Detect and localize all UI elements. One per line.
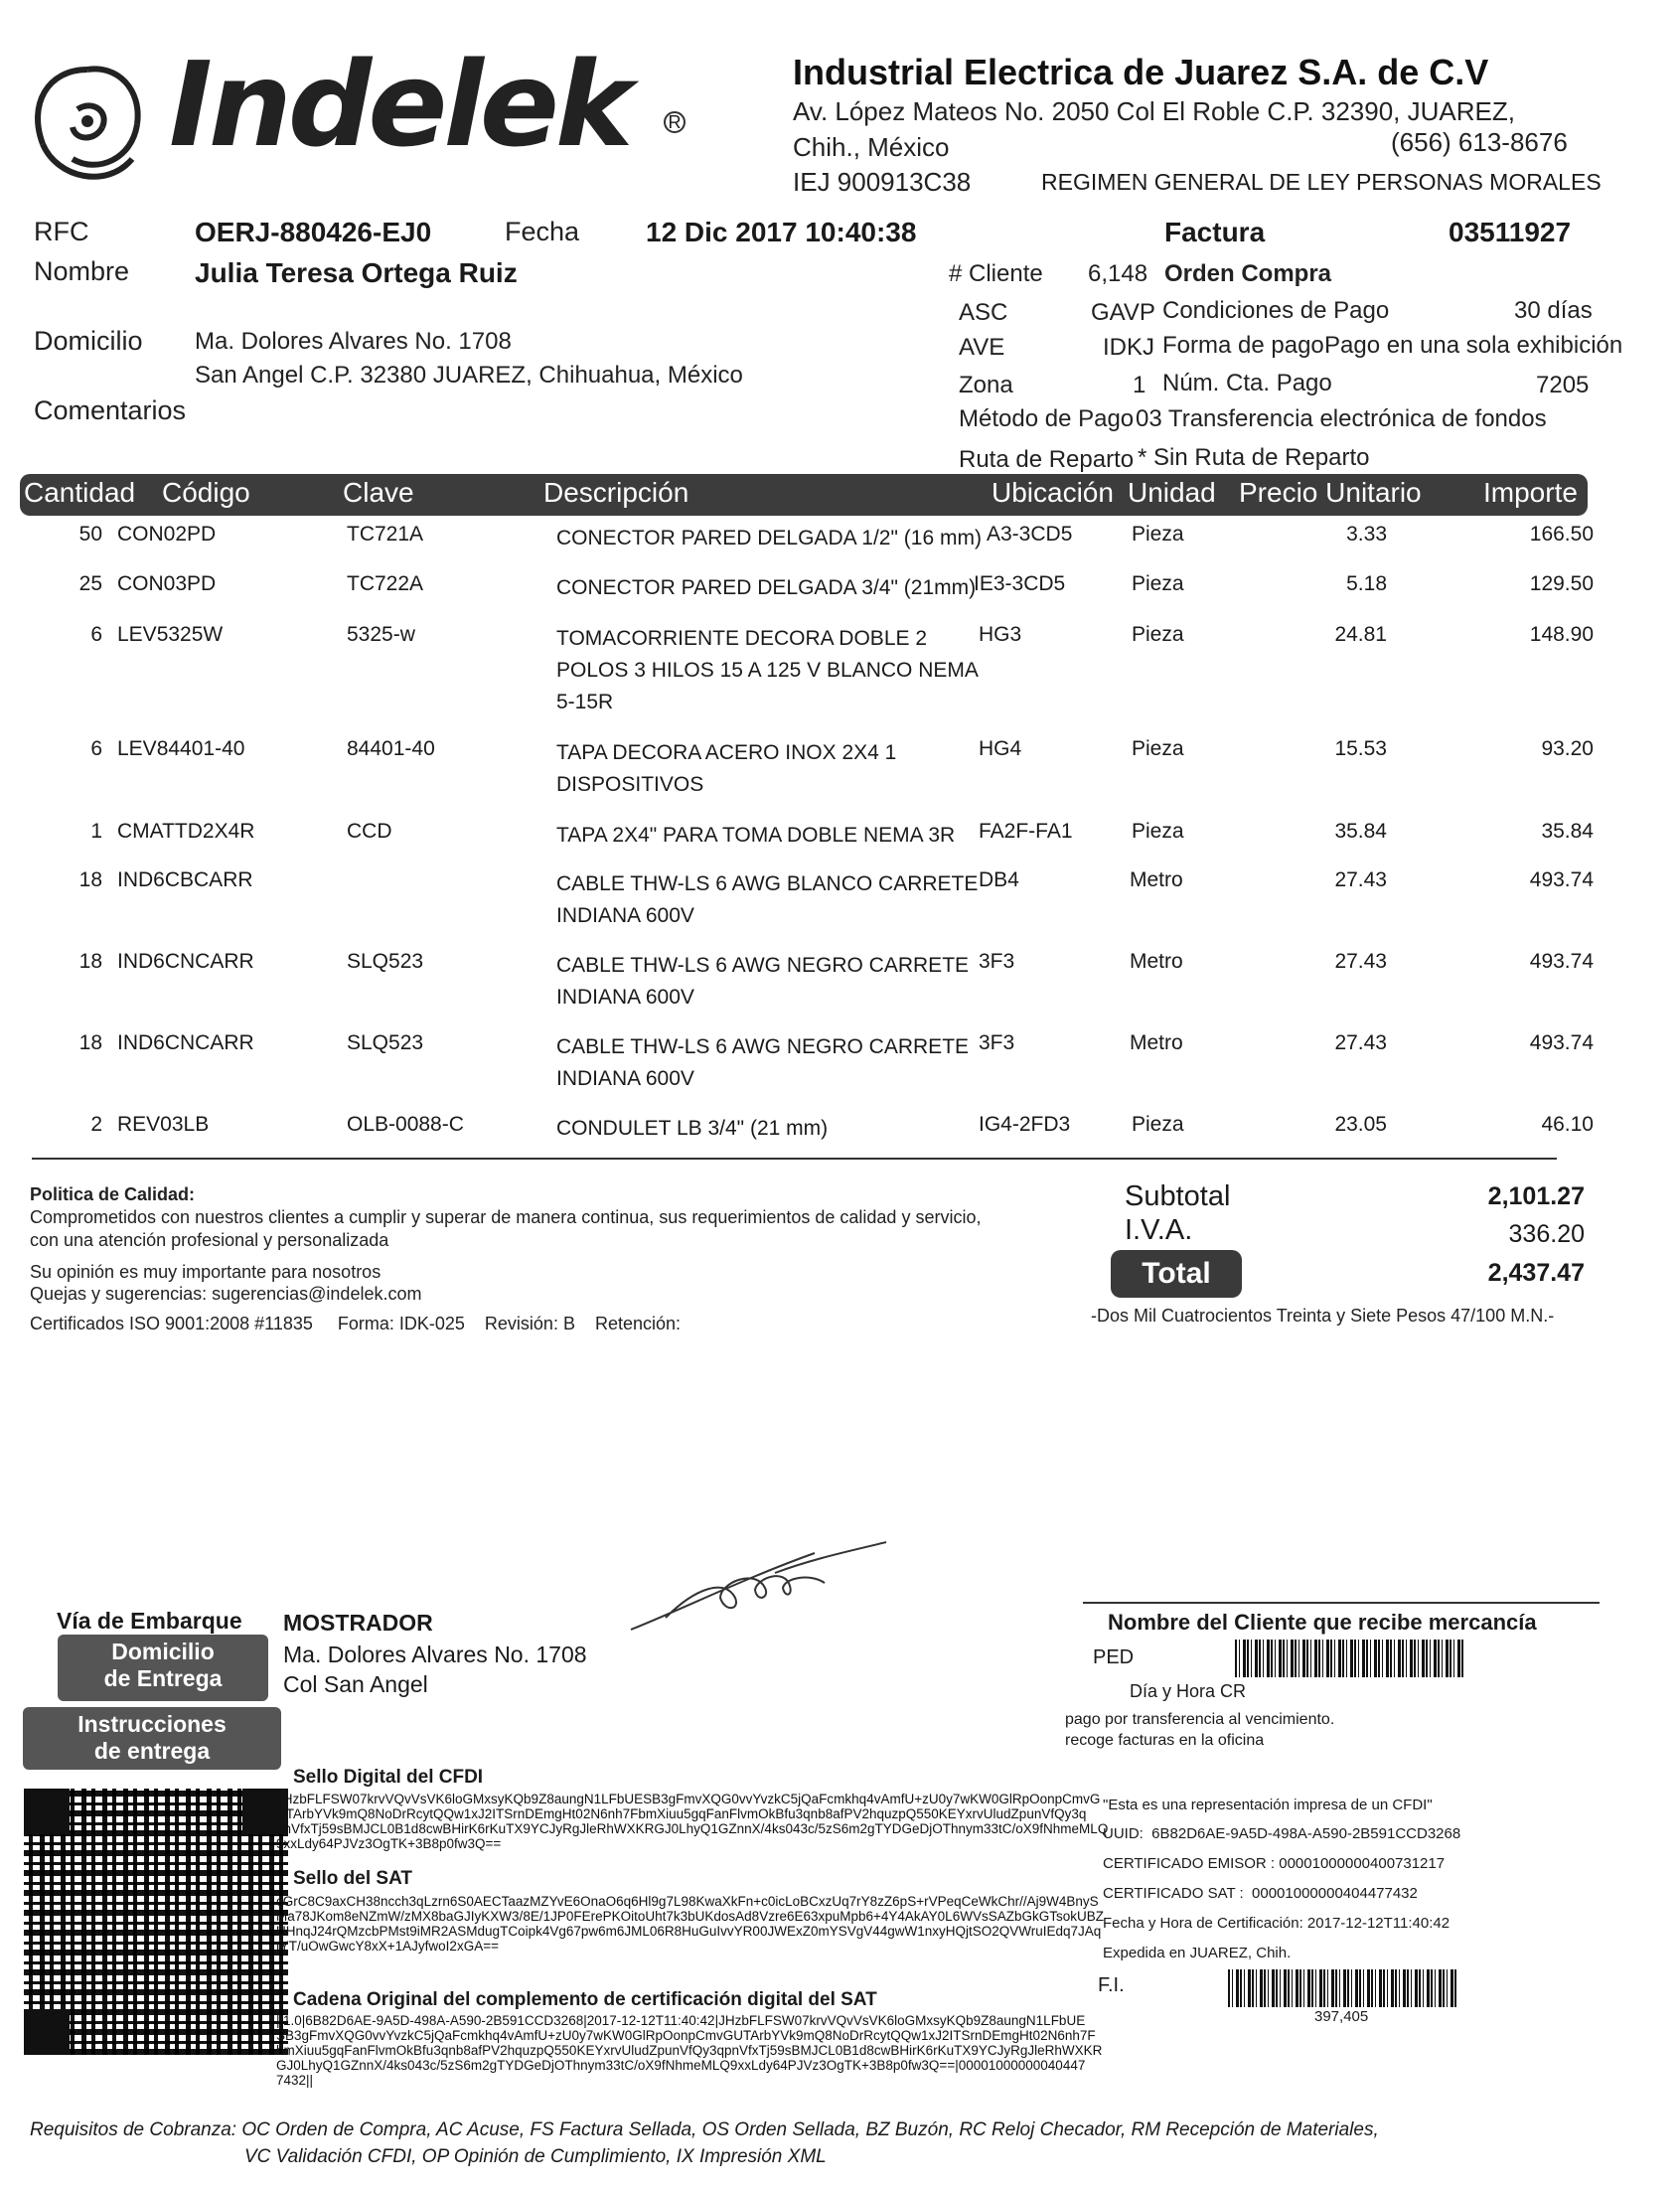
footer-requisitos-line1: Requisitos de Cobranza: OC Orden de Compra, AC Acuse, FS Factura Sellada, OS Orden Sellada, BZ Buzón, RC Reloj Checador, RM Recepción de Materiales, (30, 2119, 1379, 2140)
issuer-regime: REGIMEN GENERAL DE LEY PERSONAS MORALES (1041, 169, 1602, 195)
cadena-line: 7432|| (276, 2073, 314, 2088)
zona-label: Zona (959, 372, 1013, 398)
table-row (0, 868, 1680, 932)
cfdi-expedida: Expedida en JUAREZ, Chih. (1103, 1945, 1292, 1961)
instrucciones-line1: Instrucciones (77, 1711, 227, 1737)
sello-cfdi-line: 9xxLdy64PJVz3OgTK+3B8p0fw3Q== (276, 1836, 502, 1851)
dia-hora-label: Día y Hora CR (1130, 1681, 1247, 1701)
header-cantidad: Cantidad (24, 477, 136, 508)
row-code: LEV84401-40 (117, 737, 245, 760)
row-price: 27.43 (1334, 950, 1387, 973)
row-clave: SLQ523 (347, 950, 424, 973)
instrucciones-line2: de entrega (93, 1738, 211, 1764)
row-clave: CCD (347, 820, 392, 843)
row-qty: 6 (90, 623, 102, 646)
row-amount: 493.74 (1529, 950, 1594, 973)
sello-sat-line: UHnqJ24rQMzcbPMst9iMR2ASMdugTCoipk4Vg67pw6m6JML06R8HuGuIvvYR00JWExZ0mYSVgV44gwW1nxyHQjtSO2QVWruIEdq7JAq (276, 1924, 1102, 1939)
row-code: REV03LB (117, 1113, 210, 1136)
cadena-line: GJ0LhyQ1GZnnX/4ks043c/5zS6m2gTYDGeDjOThnym33tC/oX9fNhmeMLQ9xxLdy64PJVz3OgTK+3B8p0fw3Q==|00001000000040447 (276, 2058, 1086, 2073)
comentarios-label: Comentarios (34, 395, 187, 425)
row-unit: Metro (1130, 868, 1183, 891)
nombre-label: Nombre (34, 256, 130, 286)
sello-sat-line: tYT/uOwGwcY8xX+1AJyfwoI2xGA== (276, 1939, 499, 1954)
row-clave: TC721A (347, 523, 424, 546)
row-qty: 1 (90, 820, 102, 843)
cfdi-representation-note: "Esta es una representación impresa de un CFDI" (1103, 1797, 1433, 1813)
cuenta-value: 7205 (1536, 372, 1590, 398)
ave-label: AVE (959, 334, 1005, 361)
via-embarque-label: Vía de Embarque (57, 1608, 242, 1634)
row-code: IND6CBCARR (117, 868, 253, 891)
shipping-address-line2: Col San Angel (283, 1671, 428, 1697)
row-amount: 93.20 (1541, 737, 1594, 760)
sello-sat-line: cGrC8C9axCH38ncch3qLzrn6S0AECTaazMZYvE6OnaO6q6Hl9g7L98KwaXkFn+c0icLoBCxzUq7rY8zZ6pS+rVPeqCeWkChr//Aj9W4BnyS (276, 1894, 1099, 1909)
row-location: FA2F-FA1 (979, 820, 1073, 843)
customer-address-line2: San Angel C.P. 32380 JUAREZ, Chihuahua, México (195, 362, 743, 389)
row-clave: TC722A (347, 572, 424, 595)
row-location: HG3 (979, 623, 1022, 646)
row-unit: Pieza (1132, 572, 1184, 595)
row-clave: 84401-40 (347, 737, 435, 760)
ave-value: IDKJ (1103, 334, 1155, 361)
qr-code-icon (24, 1789, 288, 2055)
fi-barcode-icon (1228, 1969, 1458, 2007)
orden-compra-label: Orden Compra (1164, 260, 1332, 287)
ped-barcode-icon (1235, 1640, 1463, 1677)
row-qty: 18 (78, 868, 102, 891)
row-price: 24.81 (1334, 623, 1387, 646)
row-qty: 25 (78, 572, 102, 595)
customer-address-line1: Ma. Dolores Alvares No. 1708 (195, 328, 512, 355)
row-clave: 5325-w (347, 623, 415, 646)
policy-line3: Su opinión es muy importante para nosotros (30, 1262, 382, 1282)
policy-certificates: Certificados ISO 9001:2008 #11835 Forma: IDK-025 Revisión: B Retención: (30, 1314, 682, 1333)
ruta-label: Ruta de Reparto (959, 446, 1135, 473)
row-price: 5.18 (1346, 572, 1387, 595)
row-amount: 148.90 (1529, 623, 1594, 646)
row-qty: 50 (78, 523, 102, 546)
cliente-number: 6,148 (1088, 260, 1148, 287)
row-qty: 18 (78, 1031, 102, 1054)
cfdi-cert-emisor: CERTIFICADO EMISOR : 00001000000400731217 (1103, 1855, 1446, 1872)
header-precio-unitario: Precio Unitario (1239, 477, 1422, 508)
row-price: 27.43 (1334, 1031, 1387, 1054)
asc-label: ASC (959, 299, 1008, 326)
row-location: A3-3CD5 (987, 523, 1073, 546)
issuer-city: Chih., México (793, 132, 950, 162)
subtotal-value: 2,101.27 (1487, 1182, 1585, 1210)
row-clave: OLB-0088-C (347, 1113, 464, 1136)
metodo-pago-label: Método de Pago (959, 405, 1135, 432)
header-importe: Importe (1483, 477, 1578, 508)
row-description: CABLE THW-LS 6 AWG BLANCO CARRETE INDIANA 600V (556, 872, 979, 927)
row-unit: Pieza (1132, 623, 1184, 646)
ped-label: PED (1093, 1646, 1135, 1668)
row-description: CONDULET LB 3/4" (21 mm) (556, 1117, 829, 1140)
row-location: DB4 (979, 868, 1019, 891)
cfdi-fecha-cert: Fecha y Hora de Certificación: 2017-12-12T11:40:42 (1103, 1915, 1451, 1932)
row-qty: 6 (90, 737, 102, 760)
row-qty: 18 (78, 950, 102, 973)
row-amount: 493.74 (1529, 1031, 1594, 1054)
sello-sat-title: Sello del SAT (293, 1868, 413, 1889)
header-ubicacion: Ubicación (992, 477, 1114, 508)
table-row (0, 1113, 1680, 1173)
table-row (0, 1031, 1680, 1095)
row-unit: Metro (1130, 1031, 1183, 1054)
fi-label: F.I. (1098, 1974, 1125, 1996)
cfdi-cert-sat: CERTIFICADO SAT : 00001000000404477432 (1103, 1885, 1418, 1902)
row-unit: Pieza (1132, 1113, 1184, 1136)
policy-line1: Comprometidos con nuestros clientes a cumplir y superar de manera continua, sus requerimientos de calidad y servicio, (30, 1207, 982, 1227)
issuer-phone: (656) 613-8676 (1391, 127, 1568, 157)
header-descripcion: Descripción (543, 477, 689, 508)
via-embarque-value: MOSTRADOR (283, 1610, 433, 1636)
row-price: 15.53 (1334, 737, 1387, 760)
header-clave: Clave (343, 477, 414, 508)
customer-name: Julia Teresa Ortega Ruiz (195, 257, 518, 288)
row-location: IG4-2FD3 (979, 1113, 1071, 1136)
row-amount: 166.50 (1529, 523, 1594, 546)
cadena-line: ||1.0|6B82D6AE-9A5D-498A-A590-2B591CCD3268|2017-12-12T11:40:42|JHzbFLFSW07krvVQvVsVK6loGMxsyKQb9Z8aungN1LFbUE (276, 2013, 1086, 2028)
receiver-top-rule (1083, 1602, 1600, 1604)
row-code: IND6CNCARR (117, 1031, 254, 1054)
invoice-date: 12 Dic 2017 10:40:38 (646, 217, 917, 247)
cadena-line: SB3gFmvXQG0vvYvzkC5jQaFcmkhq4vAmfU+zU0y7wKW0GlRpOonpCmvGUTArbYVk9mQ8NoDrRcytQQw1xJ2ITSrnDEmgHt02N6nh7F (276, 2028, 1096, 2043)
sello-sat-line: Ma78JKom8eNZmW/zMX8baGJIyKXW3/8E/1JP0FErePKOitoUht7k3bUKdosAd8Vzre6E63xpuMpb6+4Y4AkAY0L6WVsSAZbGkGTsokUBZ (276, 1909, 1104, 1924)
row-location: HG4 (979, 737, 1022, 760)
issuer-rfc: IEJ 900913C38 (793, 167, 972, 197)
table-row (0, 737, 1680, 801)
shipping-address-line1: Ma. Dolores Alvares No. 1708 (283, 1642, 587, 1667)
row-description: CABLE THW-LS 6 AWG NEGRO CARRETE INDIANA 600V (556, 1035, 970, 1090)
row-location: 3F3 (979, 950, 1015, 973)
row-location: 3F3 (979, 1031, 1015, 1054)
row-code: LEV5325W (117, 623, 224, 646)
factura-number: 03511927 (1449, 217, 1572, 247)
sello-cfdi-line: UTArbYVk9mQ8NoDrRcytQQw1xJ2ITSrnDEmgHt02N6nh7FbmXiuu5gqFanFlvmOkBfu3qnb8afPV2hquzpQ550KEYxrvUludZpunVfQy3q (276, 1806, 1087, 1821)
sello-cfdi-line: pnVfxTj59sBMJCL0B1d8cwBHirK6rKuTX9YCJyRgJleRhWXKRGJ0LhyQ1GZnnX/4ks043c/5zS6m2gTYDGeDjOThnym33tC/oX9fNhmeMLQ (276, 1821, 1109, 1836)
rfc-label: RFC (34, 217, 89, 246)
domicilio-label: Domicilio (34, 326, 143, 356)
row-clave: SLQ523 (347, 1031, 424, 1054)
customer-rfc: OERJ-880426-EJ0 (195, 217, 432, 247)
domicilio-entrega-line2: de Entrega (103, 1665, 223, 1691)
row-code: CMATTD2X4R (117, 820, 255, 843)
receiver-title: Nombre del Cliente que recibe mercancía (1108, 1610, 1537, 1635)
cadena-line: bmXiuu5gqFanFlvmOkBfu3qnb8afPV2hquzpQ550KEYxrvUludZpunVfQy3qpnVfxTj59sBMJCL0B1d8cwBHirK6rKuTX9YCJyRgJleRhWXKR (276, 2043, 1103, 2058)
iva-label: I.V.A. (1125, 1214, 1193, 1246)
header-codigo: Código (162, 477, 250, 508)
condiciones-label: Condiciones de Pago (1162, 297, 1390, 324)
forma-pago-label: Forma de pago: (1162, 332, 1331, 359)
fecha-label: Fecha (505, 217, 580, 246)
iva-value: 336.20 (1508, 1220, 1585, 1248)
policy-title: Politica de Calidad: (30, 1184, 196, 1204)
forma-pago-value: Pago en una sola exhibición (1324, 332, 1623, 359)
instrucciones-entrega-button (23, 1707, 281, 1770)
row-amount: 493.74 (1529, 868, 1594, 891)
domicilio-entrega-button (58, 1635, 268, 1701)
total-in-words: -Dos Mil Cuatrocientos Treinta y Siete Pesos 47/100 M.N.- (1091, 1306, 1555, 1326)
row-code: CON03PD (117, 572, 217, 595)
fi-barcode-number: 397,405 (1314, 2008, 1369, 2025)
row-description: TAPA 2X4" PARA TOMA DOBLE NEMA 3R (556, 824, 956, 847)
policy-line2: con una atención profesional y personalizada (30, 1230, 389, 1250)
sello-cfdi-line: JHzbFLFSW07krvVQvVsVK6loGMxsyKQb9Z8aungN1LFbUESB3gFmvXQG0vvYvzkC5jQaFcmkhq4vAmfU+zU0y7wKW0GlRpOonpCmvG (276, 1792, 1101, 1806)
row-amount: 46.10 (1541, 1113, 1594, 1136)
row-price: 23.05 (1334, 1113, 1387, 1136)
cfdi-uuid: UUID: 6B82D6AE-9A5D-498A-A590-2B591CCD3268 (1103, 1825, 1461, 1842)
table-row (0, 950, 1680, 1014)
row-description: CONECTOR PARED DELGADA 1/2" (16 mm) (556, 527, 982, 549)
policy-contact: Quejas y sugerencias: sugerencias@indelek.com (30, 1284, 422, 1304)
footer-requisitos-line2: VC Validación CFDI, OP Opinión de Cumplimiento, IX Impresión XML (244, 2146, 827, 2167)
row-location: IE3-3CD5 (974, 572, 1066, 595)
row-unit: Pieza (1132, 820, 1184, 843)
cuenta-label: Núm. Cta. Pago (1162, 370, 1332, 396)
row-description: TOMACORRIENTE DECORA DOBLE 2 POLOS 3 HILOS 15 A 125 V BLANCO NEMA 5-15R (556, 627, 978, 713)
subtotal-label: Subtotal (1125, 1180, 1231, 1212)
row-price: 35.84 (1334, 820, 1387, 843)
row-code: CON02PD (117, 523, 217, 546)
condiciones-value: 30 días (1514, 297, 1593, 324)
logo-swirl-icon (18, 50, 157, 199)
table-row (0, 623, 1680, 718)
ruta-value: * Sin Ruta de Reparto (1138, 444, 1370, 471)
row-description: CONECTOR PARED DELGADA 3/4" (21mm) (556, 576, 977, 599)
logo-wordmark: Indelek (169, 36, 630, 173)
table-bottom-divider (32, 1158, 1557, 1160)
row-description: TAPA DECORA ACERO INOX 2X4 1 DISPOSITIVOS (556, 741, 897, 796)
row-code: IND6CNCARR (117, 950, 254, 973)
factura-label: Factura (1164, 217, 1266, 247)
signature-icon (626, 1538, 894, 1638)
cadena-original-title: Cadena Original del complemento de certificación digital del SAT (293, 1989, 877, 2010)
row-description: CABLE THW-LS 6 AWG NEGRO CARRETE INDIANA 600V (556, 954, 970, 1009)
header-unidad: Unidad (1128, 477, 1216, 508)
total-value: 2,437.47 (1487, 1259, 1585, 1287)
sello-cfdi-title: Sello Digital del CFDI (293, 1767, 484, 1788)
receiver-note2: recoge facturas en la oficina (1065, 1732, 1265, 1749)
row-unit: Pieza (1132, 523, 1184, 546)
asc-value: GAVP (1091, 299, 1155, 326)
metodo-pago-value: 03 Transferencia electrónica de fondos (1136, 405, 1547, 432)
row-unit: Metro (1130, 950, 1183, 973)
row-amount: 35.84 (1541, 820, 1594, 843)
domicilio-entrega-line1: Domicilio (111, 1639, 215, 1664)
issuer-address: Av. López Mateos No. 2050 Col El Roble C.P. 32390, JUAREZ, (793, 96, 1515, 126)
row-qty: 2 (90, 1113, 102, 1136)
row-price: 27.43 (1334, 868, 1387, 891)
cliente-label: # Cliente (949, 260, 1043, 287)
receiver-note1: pago por transferencia al vencimiento. (1065, 1711, 1335, 1728)
zona-value: 1 (1133, 372, 1146, 398)
total-label: Total (1111, 1250, 1242, 1298)
registered-mark-icon: R (664, 111, 686, 133)
row-unit: Pieza (1132, 737, 1184, 760)
row-amount: 129.50 (1529, 572, 1594, 595)
row-price: 3.33 (1346, 523, 1387, 546)
items-table-header (20, 474, 1588, 516)
issuer-name: Industrial Electrica de Juarez S.A. de C.V (793, 52, 1489, 92)
